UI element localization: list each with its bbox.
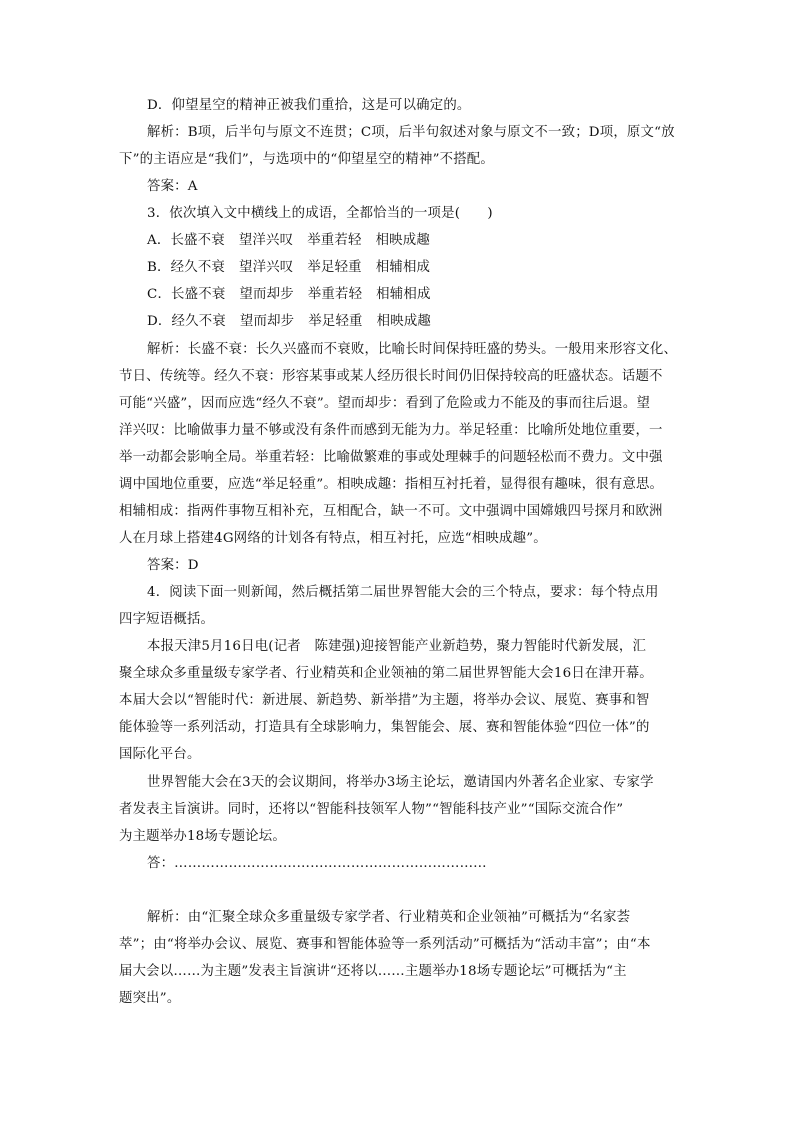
q4-stem-line: 四字短语概括。 <box>119 612 215 627</box>
q4-news-line: 本报天津5月16日电(记者 陈建强)迎接智能产业新趋势，聚力智能时代新发展，汇 <box>147 639 647 654</box>
q2-answer: 答案：A <box>147 179 198 194</box>
option-label: C． <box>147 287 172 302</box>
q3-answer: 答案：D <box>147 558 199 573</box>
option-item: 相映成趣 <box>375 233 430 248</box>
q4-news-line: 为主题举办18场专题论坛。 <box>119 829 286 844</box>
option-item: 望洋兴叹 <box>238 233 294 248</box>
option-label: B． <box>147 260 171 275</box>
q3-analysis-line: 可能“兴盛”，因而应选“经久不衰”。望而却步：看到了危险或力不能及的事而往后退。望 <box>119 396 651 411</box>
option-item: 相辅相成 <box>375 260 431 275</box>
option-label: D． <box>147 314 172 329</box>
q3-analysis-line: 相辅相成：指两件事物互相补充，互相配合，缺一不可。文中强调中国嫦娥四号探月和欧洲 <box>119 504 663 519</box>
q2-analysis-line: 解析：B项，后半句与原文不连贯；C项，后半句叙述对象与原文不一致；D项，原文“放 <box>147 125 675 140</box>
option-item: 望洋兴叹 <box>239 260 294 275</box>
q3-option-a <box>147 232 430 249</box>
q4-news-line: 者发表主旨演讲。同时，还将以“智能科技领军人物”“智能科技产业”“国际交流合作” <box>119 802 624 817</box>
option-item: 相映成趣 <box>376 314 432 329</box>
q4-news-line: 世界智能大会在3天的会议期间，将举办3场主论坛，邀请国内外著名企业家、专家学 <box>147 775 654 790</box>
option-item: 长盛不衰 <box>170 233 225 248</box>
q3-analysis-line: 举一动都会影响全局。举重若轻：比喻做繁难的事或处理棘手的问题轻松而不费力。文中强 <box>119 450 663 465</box>
q4-analysis-line: 萃”；由“将举办会议、展览、赛事和智能体验等一系列活动”可概括为“活动丰富”；由“本 <box>119 937 651 952</box>
q4-news-line: 能体验等一系列活动，打造具有全球影响力，集智能会、展、赛和智能体验“四位一体”的 <box>119 720 650 735</box>
q4-news-line: 国际化平台。 <box>119 747 201 762</box>
q4-answer-line: 答：…………………………………………………………… <box>147 856 487 871</box>
q3-analysis-line: 调中国地位重要，应选“举足轻重”。相映成趣：指相互衬托着，显得很有趣味，很有意思。 <box>119 477 664 492</box>
option-item: 经久不衰 <box>170 260 226 275</box>
q3-stem: 3．依次填入文中横线上的成语，全都恰当的一项是( ) <box>147 206 493 221</box>
q2-analysis-line: 下”的主语应是“我们”，与选项中的“仰望星空的精神”不搭配。 <box>119 152 494 167</box>
q4-news-line: 聚全球众多重量级专家学者、行业精英和企业领袖的第二届世界智能大会16日在津开幕。 <box>119 666 653 681</box>
q4-analysis-line: 届大会以……为主题”发表主旨演讲“还将以……主题举办18场专题论坛”可概括为“主 <box>119 964 627 979</box>
option-item: 长盛不衰 <box>171 287 226 302</box>
q3-option-d <box>147 313 431 330</box>
option-item: 举足轻重 <box>308 314 363 329</box>
q3-option-c <box>147 286 431 303</box>
option-item: 经久不衰 <box>171 314 226 329</box>
q2-option-d: D．仰望星空的精神正被我们重拾，这是可以确定的。 <box>147 98 471 113</box>
q4-analysis-line: 题突出”。 <box>119 991 181 1006</box>
q3-analysis-line: 洋兴叹：比喻做事力量不够或没有条件而感到无能为力。举足轻重：比喻所处地位重要，一 <box>119 423 663 438</box>
option-label: A． <box>147 233 171 248</box>
option-item: 望而却步 <box>239 287 294 302</box>
q4-stem-line: 4．阅读下面一则新闻，然后概括第二届世界智能大会的三个特点，要求：每个特点用 <box>147 585 659 600</box>
q3-analysis-line: 解析：长盛不衰：长久兴盛而不衰败，比喻长时间保持旺盛的势头。一般用来形容文化、 <box>147 342 678 357</box>
option-item: 举重若轻 <box>307 233 362 248</box>
q3-option-b <box>147 259 430 276</box>
q4-news-line: 本届大会以“智能时代：新进展、新趋势、新举措”为主题，将举办会议、展览、赛事和智 <box>119 693 650 708</box>
option-item: 相辅相成 <box>376 287 431 302</box>
option-item: 举足轻重 <box>307 260 362 275</box>
q3-analysis-line: 人在月球上搭建4G网络的计划各有特点，相互衬托，应选“相映成趣”。 <box>119 531 547 546</box>
option-item: 举重若轻 <box>307 287 363 302</box>
q4-analysis-line: 解析：由“汇聚全球众多重量级专家学者、行业精英和企业领袖”可概括为“名家荟 <box>147 910 631 925</box>
option-item: 望而却步 <box>239 314 295 329</box>
q3-analysis-line: 节日、传统等。经久不衰：形容某事或某人经历很长时间仍旧保持较高的旺盛状态。话题不 <box>119 369 663 384</box>
